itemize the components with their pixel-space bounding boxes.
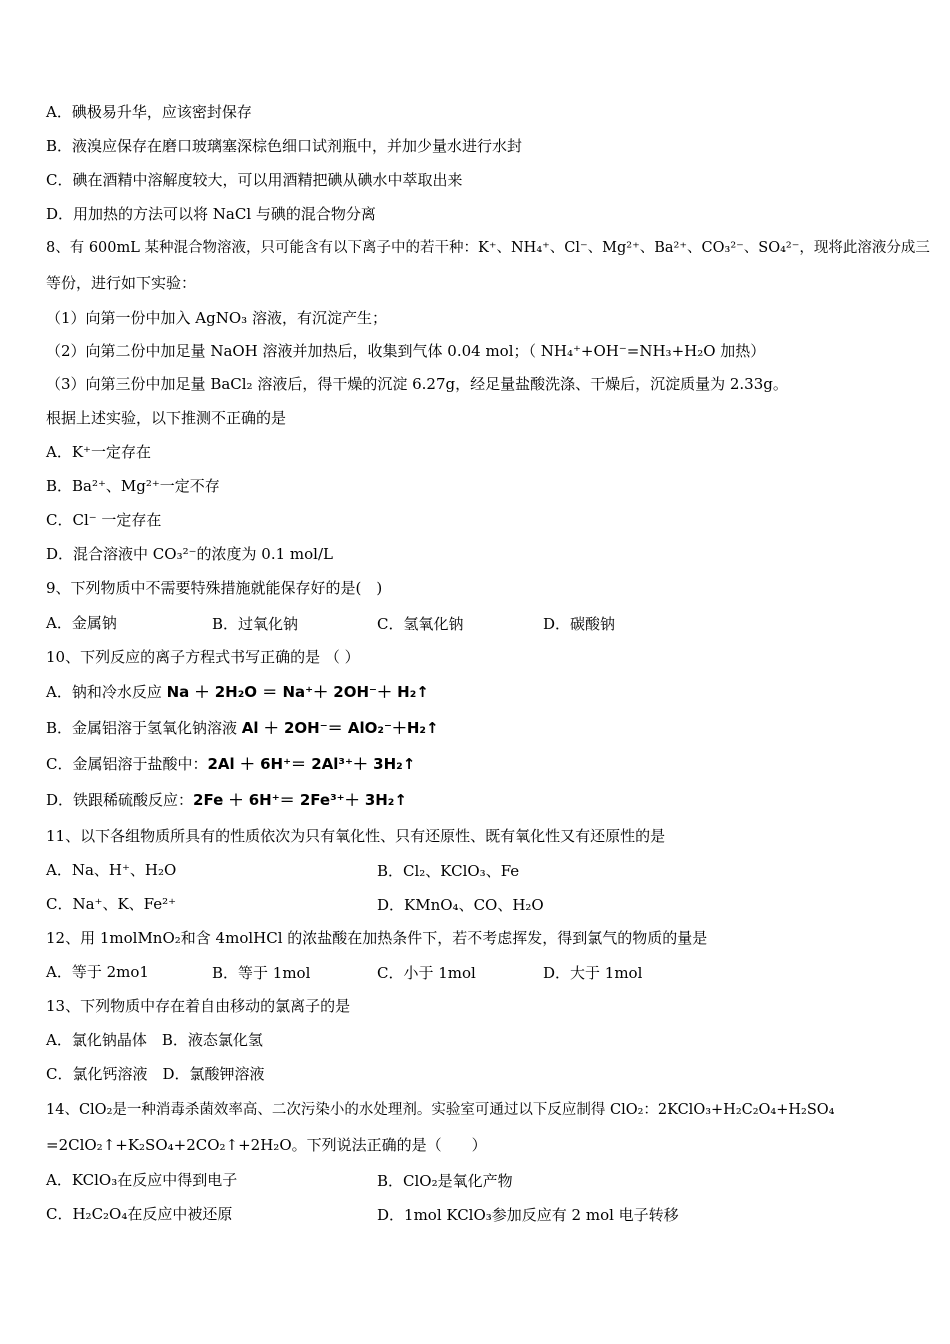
- q14-stem-line2: =2ClO₂↑+K₂SO₄+2CO₂↑+2H₂O。下列说法正确的是（ ）: [46, 1136, 487, 1154]
- q10-option-c: [46, 754, 415, 774]
- q10-option-d-text: D．铁跟稀硫酸反应：: [46, 791, 194, 809]
- q9-option-d: D．碳酸钠: [543, 615, 616, 633]
- q10-option-b-text: B．金属铝溶于氢氧化钠溶液: [46, 719, 242, 737]
- q13-stem: 13、下列物质中存在着自由移动的氯离子的是: [46, 997, 351, 1015]
- q12-option-a: A．等于 2mo1: [46, 963, 149, 981]
- q8-stem-line1: 8、有 600mL 某种混合物溶液，只可能含有以下离子中的若干种：K⁺、NH₄⁺、Cl⁻、Mg²⁺、Ba²⁺、CO₃²⁻、SO₄²⁻，现将此溶液分成三: [46, 240, 930, 256]
- q8-experiment-2: （2）向第二份中加足量 NaOH 溶液并加热后，收集到气体 0.04 mol；（ NH₄⁺+OH⁻=NH₃+H₂O 加热）: [46, 342, 766, 360]
- q8-option-c: C．Cl⁻ 一定存在: [46, 511, 162, 529]
- q8-experiment-1: （1）向第一份中加入 AgNO₃ 溶液，有沉淀产生；: [46, 309, 387, 327]
- q10-option-b-equation: Al ＋ 2OH⁻＝ AlO₂⁻＋H₂↑: [241, 719, 439, 737]
- q12-stem: 12、用 1molMnO₂和含 4molHCl 的浓盐酸在加热条件下，若不考虑挥发，得到氯气的物质的量是: [46, 929, 708, 947]
- q10-option-b: [46, 718, 439, 738]
- q8-experiment-3: （3）向第三份中加足量 BaCl₂ 溶液后，得干燥的沉淀 6.27g，经足量盐酸洗涤、干燥后，沉淀质量为 2.33g。: [46, 375, 788, 393]
- q11-option-b: B．Cl₂、KClO₃、Fe: [377, 862, 520, 880]
- q9-option-a: A．金属钠: [46, 614, 117, 632]
- q8-option-a: A．K⁺一定存在: [46, 443, 151, 461]
- q7-option-b: B．液溴应保存在磨口玻璃塞深棕色细口试剂瓶中，并加少量水进行水封: [46, 137, 523, 155]
- q8-question: 根据上述实验，以下推测不正确的是: [46, 409, 287, 427]
- q10-option-c-text: C．金属铝溶于盐酸中：: [46, 755, 208, 773]
- q10-option-d: [46, 790, 407, 810]
- q10-option-a-equation: Na ＋ 2H₂O ＝ Na⁺＋ 2OH⁻＋ H₂↑: [166, 683, 429, 701]
- q7-option-a: A．碘极易升华，应该密封保存: [46, 103, 252, 121]
- q9-option-c: C．氢氧化钠: [377, 615, 464, 633]
- q10-option-a-text: A．钠和冷水反应: [46, 683, 167, 701]
- q13-options-cd: C．氯化钙溶液 D．氯酸钾溶液: [46, 1065, 265, 1083]
- q8-option-d: D．混合溶液中 CO₃²⁻的浓度为 0.1 mol/L: [46, 545, 333, 563]
- q11-option-d: D．KMnO₄、CO、H₂O: [377, 896, 544, 914]
- q7-option-d: D．用加热的方法可以将 NaCl 与碘的混合物分离: [46, 205, 376, 223]
- q10-option-d-equation: 2Fe ＋ 6H⁺＝ 2Fe³⁺＋ 3H₂↑: [193, 791, 407, 809]
- q10-option-c-equation: 2Al ＋ 6H⁺＝ 2Al³⁺＋ 3H₂↑: [207, 755, 416, 773]
- q11-stem: 11、以下各组物质所具有的性质依次为只有氧化性、只有还原性、既有氧化性又有还原性的是: [46, 827, 666, 845]
- q9-stem: 9、下列物质中不需要特殊措施就能保存好的是( ): [46, 579, 383, 597]
- q10-option-a: [46, 682, 429, 702]
- q9-option-b: B．过氧化钠: [212, 615, 299, 633]
- q14-option-d: D．1mol KClO₃参加反应有 2 mol 电子转移: [377, 1206, 679, 1224]
- q14-option-a: A．KClO₃在反应中得到电子: [46, 1171, 238, 1189]
- q8-option-b: B．Ba²⁺、Mg²⁺一定不存: [46, 477, 220, 495]
- q8-stem-line2: 等份，进行如下实验：: [46, 274, 197, 292]
- q10-stem: 10、下列反应的离子方程式书写正确的是 （ ）: [46, 648, 360, 666]
- q14-option-b: B．ClO₂是氧化产物: [377, 1172, 513, 1190]
- q11-option-a: A．Na、H⁺、H₂O: [46, 861, 177, 879]
- q11-option-c: C．Na⁺、K、Fe²⁺: [46, 895, 177, 913]
- q12-option-d: D．大于 1mol: [543, 964, 643, 982]
- q14-option-c: C．H₂C₂O₄在反应中被还原: [46, 1205, 233, 1223]
- q12-option-c: C．小于 1mol: [377, 964, 476, 982]
- q14-stem-line1: 14、ClO₂是一种消毒杀菌效率高、二次污染小的水处理剂。实验室可通过以下反应制得 ClO₂：2KClO₃+H₂C₂O₄+H₂SO₄: [46, 1102, 835, 1118]
- q13-options-ab: A．氯化钠晶体 B．液态氯化氢: [46, 1031, 263, 1049]
- q12-option-b: B．等于 1mol: [212, 964, 311, 982]
- q7-option-c: C．碘在酒精中溶解度较大，可以用酒精把碘从碘水中萃取出来: [46, 171, 463, 189]
